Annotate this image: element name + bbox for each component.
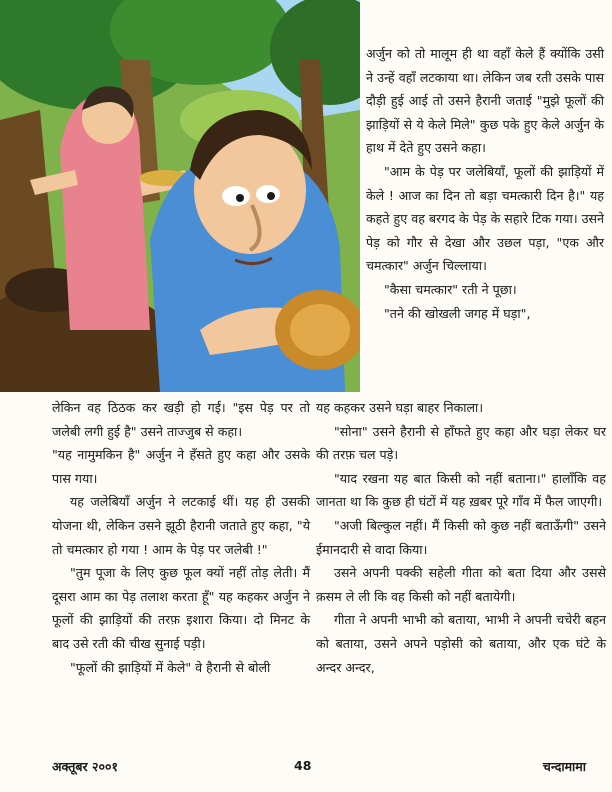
- paragraph: अर्जुन को तो मालूम ही था वहाँ केले हैं क्योंकि उसी ने उन्हें वहाँ लटकाया था। लेकिन जब रती उसके पास दौड़ी हुई आई तो उसने हैरानी जताई "मुझे फूलों की झाड़ियों से ये केले मिले" कुछ पके हुए केले अर्जुन के हाथ में देते हुए उसने कहा।: [366, 46, 604, 156]
- illustration-arjun-and-rati: [0, 0, 360, 392]
- paragraph: "यह नामुमकिन है" अर्जुन ने हँसते हुए कहा और उसके पास गया।: [52, 447, 310, 486]
- column-right-top: [366, 42, 604, 325]
- page-number: 48: [294, 758, 312, 773]
- paragraph: "फूलों की झाड़ियों में केले" वे हैरानी से बोली: [70, 659, 271, 675]
- paragraph: उसने अपनी पक्की सहेली गीता को बता दिया और उससे क़सम ले ली कि वह किसी को नहीं बतायेगी।: [316, 565, 606, 604]
- column-right: [316, 396, 606, 679]
- paragraph: "सोना" उसने हैरानी से हाँफते हुए कहा और घड़ा लेकर घर की तरफ़ चल पड़े।: [316, 423, 606, 463]
- paragraph: गीता ने अपनी भाभी को बताया, भाभी ने अपनी चचेरी बहन को बताया, उसने अपने पड़ोसी को बताया, और एक घंटे के अन्दर अन्दर,: [316, 612, 606, 675]
- paragraph: "याद रखना यह बात किसी को नहीं बताना।" हालाँकि वह जानता था कि कुछ ही घंटों में यह ख़बर पूरे गाँव में फैल जाएगी।: [316, 470, 606, 510]
- page-footer: [0, 758, 612, 782]
- story-illustration: [0, 0, 360, 392]
- column-left: [52, 396, 310, 679]
- paragraph: "आम के पेड़ पर जलेबियाँ, फूलों की झाड़ियों में केले ! आज का दिन तो बड़ा चमत्कारी दिन है।" यह कहते हुए वह बरगद के पेड़ के सहारे टिक गया। उसने पेड़ को गौर से देखा और उछल पड़ा, "एक और चमत्कार" अर्जुन चिल्लाया।: [366, 163, 604, 274]
- paragraph: लेकिन वह ठिठक कर खड़ी हो गई। "इस पेड़ पर तो जलेबी लगी हुई है" उसने ताज्जुब से कहा।: [52, 400, 310, 439]
- issue-date: अक्तूबर २००१: [52, 759, 118, 774]
- paragraph: "तने की खोखली जगह में घड़ा",: [384, 305, 531, 321]
- paragraph: "तुम पूजा के लिए कुछ फूल क्यों नहीं तोड़ लेती। मैं दूसरा आम का पेड़ तलाश करता हूँ" यह कहकर अर्जुन ने फूलों की झाड़ियों की तरफ़ इशारा किया। दो मिनट के बाद उसे रती की चीख सुनाई पड़ी।: [52, 565, 310, 651]
- paragraph: "कैसा चमत्कार" रती ने पूछा।: [384, 281, 517, 297]
- paragraph: यह कहकर उसने घड़ा बाहर निकाला।: [316, 400, 484, 415]
- paragraph: यह जलेबियाँ अर्जुन ने लटकाई थीं। यह ही उसकी योजना थी, लेकिन उसने झूठी हैरानी जताते हुए कहा, "ये तो चमत्कार हो गया ! आम के पेड़ पर जलेबी !": [52, 494, 310, 557]
- paragraph: "अजी बिल्कुल नहीं। मैं किसी को कुछ नहीं बताऊँगी" उसने ईमानदारी से वादा किया।: [316, 517, 606, 557]
- magazine-name: चन्दामामा: [542, 759, 586, 774]
